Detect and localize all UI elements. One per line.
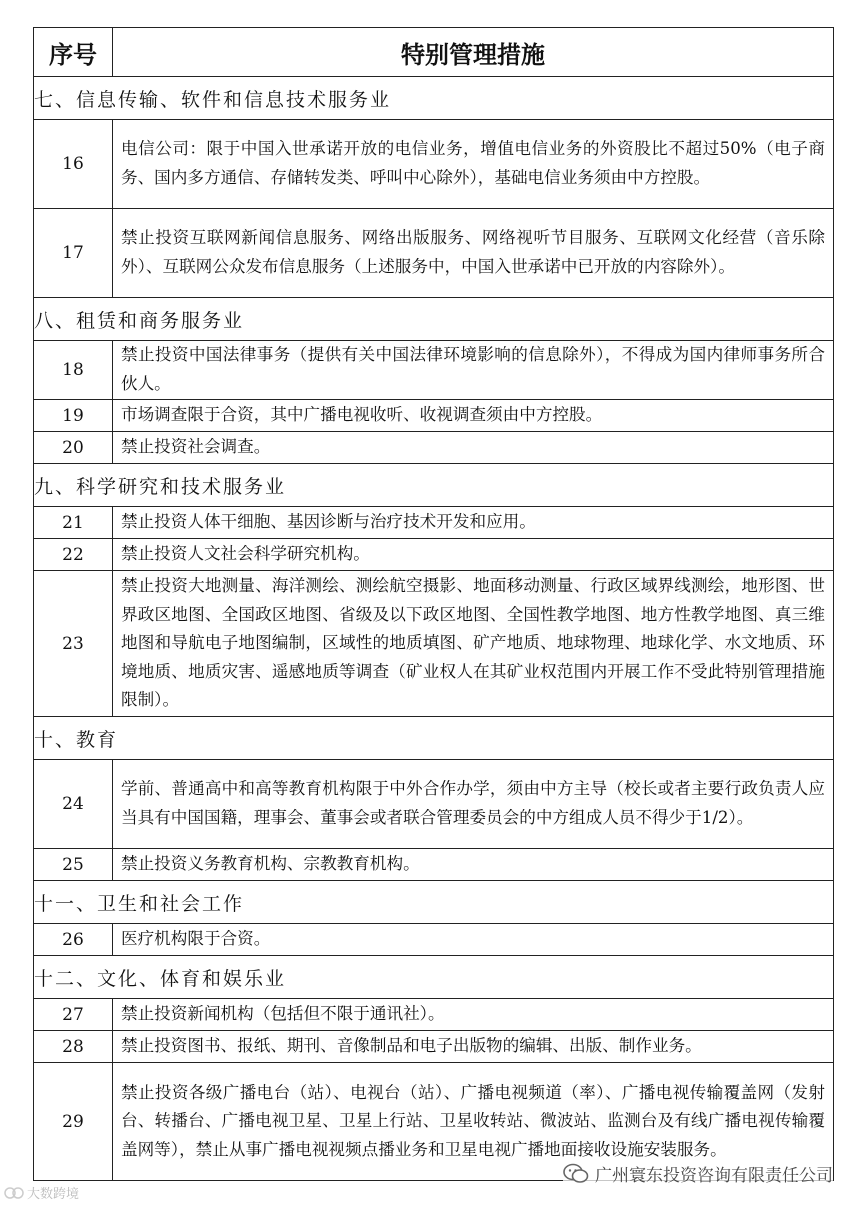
section-title: 十二、文化、体育和娱乐业 — [34, 956, 834, 999]
section-row — [34, 881, 834, 924]
special-measures-table — [33, 27, 834, 1181]
measure-text: 学前、普通高中和高等教育机构限于中外合作办学，须由中方主导（校长或者主要行政负责人应当具有中国国籍，理事会、董事会或者联合管理委员会的中方组成人员不得少于1/2）。 — [113, 760, 834, 849]
measure-row — [34, 507, 834, 539]
measure-text: 禁止投资图书、报纸、期刊、音像制品和电子出版物的编辑、出版、制作业务。 — [113, 1031, 834, 1063]
measure-number: 21 — [34, 507, 113, 539]
measure-text: 禁止投资人文社会科学研究机构。 — [113, 539, 834, 571]
header-number: 序号 — [34, 28, 113, 77]
table-header-row — [34, 28, 834, 77]
measure-text: 禁止投资互联网新闻信息服务、网络出版服务、网络视听节目服务、互联网文化经营（音乐除外）、互联网公众发布信息服务（上述服务中，中国入世承诺中已开放的内容除外）。 — [113, 209, 834, 298]
brand-icon — [4, 1185, 24, 1201]
measure-number: 22 — [34, 539, 113, 571]
section-row — [34, 717, 834, 760]
measure-row — [34, 849, 834, 881]
measure-number: 20 — [34, 432, 113, 464]
section-title: 十、教育 — [34, 717, 834, 760]
measure-text: 电信公司：限于中国入世承诺开放的电信业务，增值电信业务的外资股比不超过50%（电子商务、国内多方通信、存储转发类、呼叫中心除外），基础电信业务须由中方控股。 — [113, 120, 834, 209]
measure-row — [34, 341, 834, 400]
measure-number: 23 — [34, 571, 113, 717]
measure-row — [34, 924, 834, 956]
measure-text: 禁止投资义务教育机构、宗教教育机构。 — [113, 849, 834, 881]
brand-name: 大数跨境 — [27, 1187, 80, 1202]
brand-watermark — [4, 1183, 79, 1202]
measure-number: 26 — [34, 924, 113, 956]
measure-text: 禁止投资中国法律事务（提供有关中国法律环境影响的信息除外），不得成为国内律师事务所合伙人。 — [113, 341, 834, 400]
measure-text: 禁止投资大地测量、海洋测绘、测绘航空摄影、地面移动测量、行政区域界线测绘，地形图、世界政区地图、全国政区地图、省级及以下政区地图、全国性教学地图、地方性教学地图、真三维地图和导航电子地图编制，区域性的地质填图、矿产地质、地球物理、地球化学、水文地质、环境地质、地质灾害、遥感地质等调查（矿业权人在其矿业权范围内开展工作不受此特别管理措施限制）。 — [113, 571, 834, 717]
section-title: 七、信息传输、软件和信息技术服务业 — [34, 77, 834, 120]
measure-number: 24 — [34, 760, 113, 849]
measure-text: 禁止投资社会调查。 — [113, 432, 834, 464]
measure-row — [34, 400, 834, 432]
section-row — [34, 298, 834, 341]
measure-text: 市场调查限于合资，其中广播电视收听、收视调查须由中方控股。 — [113, 400, 834, 432]
wechat-account-name: 广州寰东投资咨询有限责任公司 — [595, 1166, 833, 1186]
measure-row — [34, 432, 834, 464]
wechat-icon — [563, 1163, 589, 1185]
measure-text: 禁止投资新闻机构（包括但不限于通讯社）。 — [113, 999, 834, 1031]
measure-text: 禁止投资各级广播电台（站）、电视台（站）、广播电视频道（率）、广播电视传输覆盖网（发射台、转播台、广播电视卫星、卫星上行站、卫星收转站、微波站、监测台及有线广播电视传输覆盖网等），禁止从事广播电视视频点播业务和卫星电视广播地面接收设施安装服务。 — [113, 1063, 834, 1181]
section-row — [34, 956, 834, 999]
measure-row — [34, 209, 834, 298]
section-title: 八、租赁和商务服务业 — [34, 298, 834, 341]
measure-number: 27 — [34, 999, 113, 1031]
measure-number: 28 — [34, 1031, 113, 1063]
measure-text: 禁止投资人体干细胞、基因诊断与治疗技术开发和应用。 — [113, 507, 834, 539]
measure-number: 25 — [34, 849, 113, 881]
section-title: 十一、卫生和社会工作 — [34, 881, 834, 924]
measure-row — [34, 539, 834, 571]
header-measure: 特别管理措施 — [113, 28, 834, 77]
wechat-watermark — [563, 1161, 833, 1186]
measure-number: 29 — [34, 1063, 113, 1181]
measure-number: 18 — [34, 341, 113, 400]
measure-row — [34, 1031, 834, 1063]
measure-row — [34, 999, 834, 1031]
measure-number: 19 — [34, 400, 113, 432]
measure-row — [34, 120, 834, 209]
measure-number: 17 — [34, 209, 113, 298]
measure-text: 医疗机构限于合资。 — [113, 924, 834, 956]
section-row — [34, 77, 834, 120]
section-title: 九、科学研究和技术服务业 — [34, 464, 834, 507]
section-row — [34, 464, 834, 507]
measure-number: 16 — [34, 120, 113, 209]
measure-row — [34, 571, 834, 717]
measure-row — [34, 760, 834, 849]
